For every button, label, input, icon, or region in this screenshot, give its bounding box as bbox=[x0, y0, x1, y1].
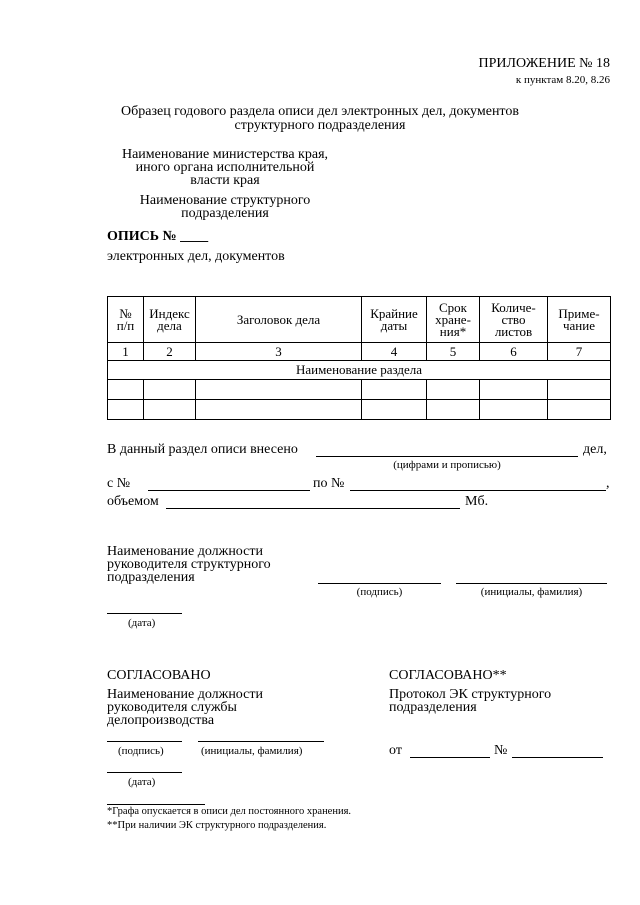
appendix-title: ПРИЛОЖЕНИЕ № 18 bbox=[478, 56, 610, 71]
to-label: по № bbox=[313, 476, 345, 491]
approval-left-signature-line[interactable] bbox=[107, 741, 182, 742]
inventory-subheading: электронных дел, документов bbox=[107, 249, 285, 264]
table-cell bbox=[480, 400, 548, 420]
approval-right-line1: Протокол ЭК структурного bbox=[389, 687, 552, 702]
protocol-number-line[interactable] bbox=[512, 757, 603, 758]
approval-left-title: СОГЛАСОВАНО bbox=[107, 668, 211, 683]
approval-left-name-hint: (инициалы, фамилия) bbox=[201, 745, 303, 757]
entered-unit: дел, bbox=[583, 442, 607, 457]
table-cell bbox=[196, 400, 362, 420]
approval-right-line2: подразделения bbox=[389, 700, 477, 715]
from-number-line[interactable] bbox=[148, 490, 310, 491]
approval-right-title: СОГЛАСОВАНО** bbox=[389, 668, 507, 683]
section-name: Наименование раздела bbox=[108, 361, 611, 380]
header-cell-index: Индекс дела bbox=[144, 297, 196, 343]
approval-left-line2: руководителя службы bbox=[107, 700, 237, 715]
to-end-comma: , bbox=[606, 476, 610, 491]
ministry-name-line3: власти края bbox=[190, 173, 260, 188]
table-cell bbox=[548, 400, 611, 420]
table-cell bbox=[427, 380, 480, 400]
unit-name-line1: Наименование структурного bbox=[139, 193, 311, 208]
column-number: 2 bbox=[144, 343, 196, 361]
table-cell bbox=[144, 380, 196, 400]
approval-left-date-hint: (дата) bbox=[128, 776, 156, 788]
head-position-line1: Наименование должности bbox=[107, 544, 263, 559]
ministry-name-line2: иного органа исполнительной bbox=[135, 160, 315, 175]
entered-label: В данный раздел описи внесено bbox=[107, 442, 298, 457]
volume-unit: Мб. bbox=[465, 494, 489, 509]
column-number: 7 bbox=[548, 343, 611, 361]
head-date-line[interactable] bbox=[107, 613, 182, 614]
column-number: 1 bbox=[108, 343, 144, 361]
entered-hint: (цифрами и прописью) bbox=[393, 459, 501, 471]
header-cell-title: Заголовок дела bbox=[196, 297, 362, 343]
inventory-table bbox=[107, 296, 611, 420]
table-cell bbox=[144, 400, 196, 420]
appendix-reference: к пунктам 8.20, 8.26 bbox=[515, 74, 610, 86]
table-cell bbox=[196, 380, 362, 400]
table-cell bbox=[548, 380, 611, 400]
header-cell-sheets: Количе- ство листов bbox=[480, 297, 548, 343]
approval-left-signature-hint: (подпись) bbox=[118, 745, 164, 757]
column-number: 5 bbox=[427, 343, 480, 361]
document-title-line1: Образец годового раздела описи дел электронных дел, документов bbox=[121, 104, 519, 119]
head-signature-hint: (подпись) bbox=[356, 586, 403, 598]
head-position-line3: подразделения bbox=[107, 570, 195, 585]
footnote-2: **При наличии ЭК структурного подразделения. bbox=[107, 820, 327, 831]
table-header-row bbox=[108, 297, 611, 343]
table-cell bbox=[362, 400, 427, 420]
protocol-date-line[interactable] bbox=[410, 757, 490, 758]
table-row bbox=[108, 380, 611, 400]
table-cell bbox=[108, 400, 144, 420]
header-cell-retention: Срок хране- ния* bbox=[427, 297, 480, 343]
table-number-row bbox=[108, 343, 611, 361]
table-cell bbox=[480, 380, 548, 400]
table-cell bbox=[108, 380, 144, 400]
head-name-line[interactable] bbox=[456, 583, 607, 584]
unit-name-line2: подразделения bbox=[181, 206, 269, 221]
column-number: 3 bbox=[196, 343, 362, 361]
protocol-number-label: № bbox=[494, 743, 508, 758]
header-cell-number: № п/п bbox=[108, 297, 144, 343]
approval-left-date-line[interactable] bbox=[107, 772, 182, 773]
ministry-name-line1: Наименование министерства края, bbox=[121, 147, 329, 162]
document-title-line2: структурного подразделения bbox=[234, 118, 406, 133]
column-number: 6 bbox=[480, 343, 548, 361]
table-row bbox=[108, 400, 611, 420]
head-date-hint: (дата) bbox=[128, 617, 156, 629]
column-number: 4 bbox=[362, 343, 427, 361]
protocol-from-label: от bbox=[389, 743, 402, 758]
approval-left-line3: делопроизводства bbox=[107, 713, 215, 728]
approval-left-name-line[interactable] bbox=[198, 741, 324, 742]
head-position-line2: руководителя структурного bbox=[107, 557, 271, 572]
header-cell-dates: Крайние даты bbox=[362, 297, 427, 343]
table-section-row bbox=[108, 361, 611, 380]
header-cell-note: Приме- чание bbox=[548, 297, 611, 343]
entered-count-line[interactable] bbox=[316, 456, 578, 457]
from-label: с № bbox=[107, 476, 131, 491]
footnote-divider bbox=[107, 804, 205, 805]
head-signature-line[interactable] bbox=[318, 583, 441, 584]
table-cell bbox=[362, 380, 427, 400]
footnote-1: *Графа опускается в описи дел постоянного хранения. bbox=[107, 806, 352, 817]
head-name-hint: (инициалы, фамилия) bbox=[480, 586, 583, 598]
to-number-line[interactable] bbox=[350, 490, 606, 491]
table-cell bbox=[427, 400, 480, 420]
inventory-heading: ОПИСЬ № ____ bbox=[107, 229, 209, 244]
volume-line[interactable] bbox=[166, 508, 460, 509]
approval-left-line1: Наименование должности bbox=[107, 687, 263, 702]
volume-label: объемом bbox=[107, 494, 159, 509]
